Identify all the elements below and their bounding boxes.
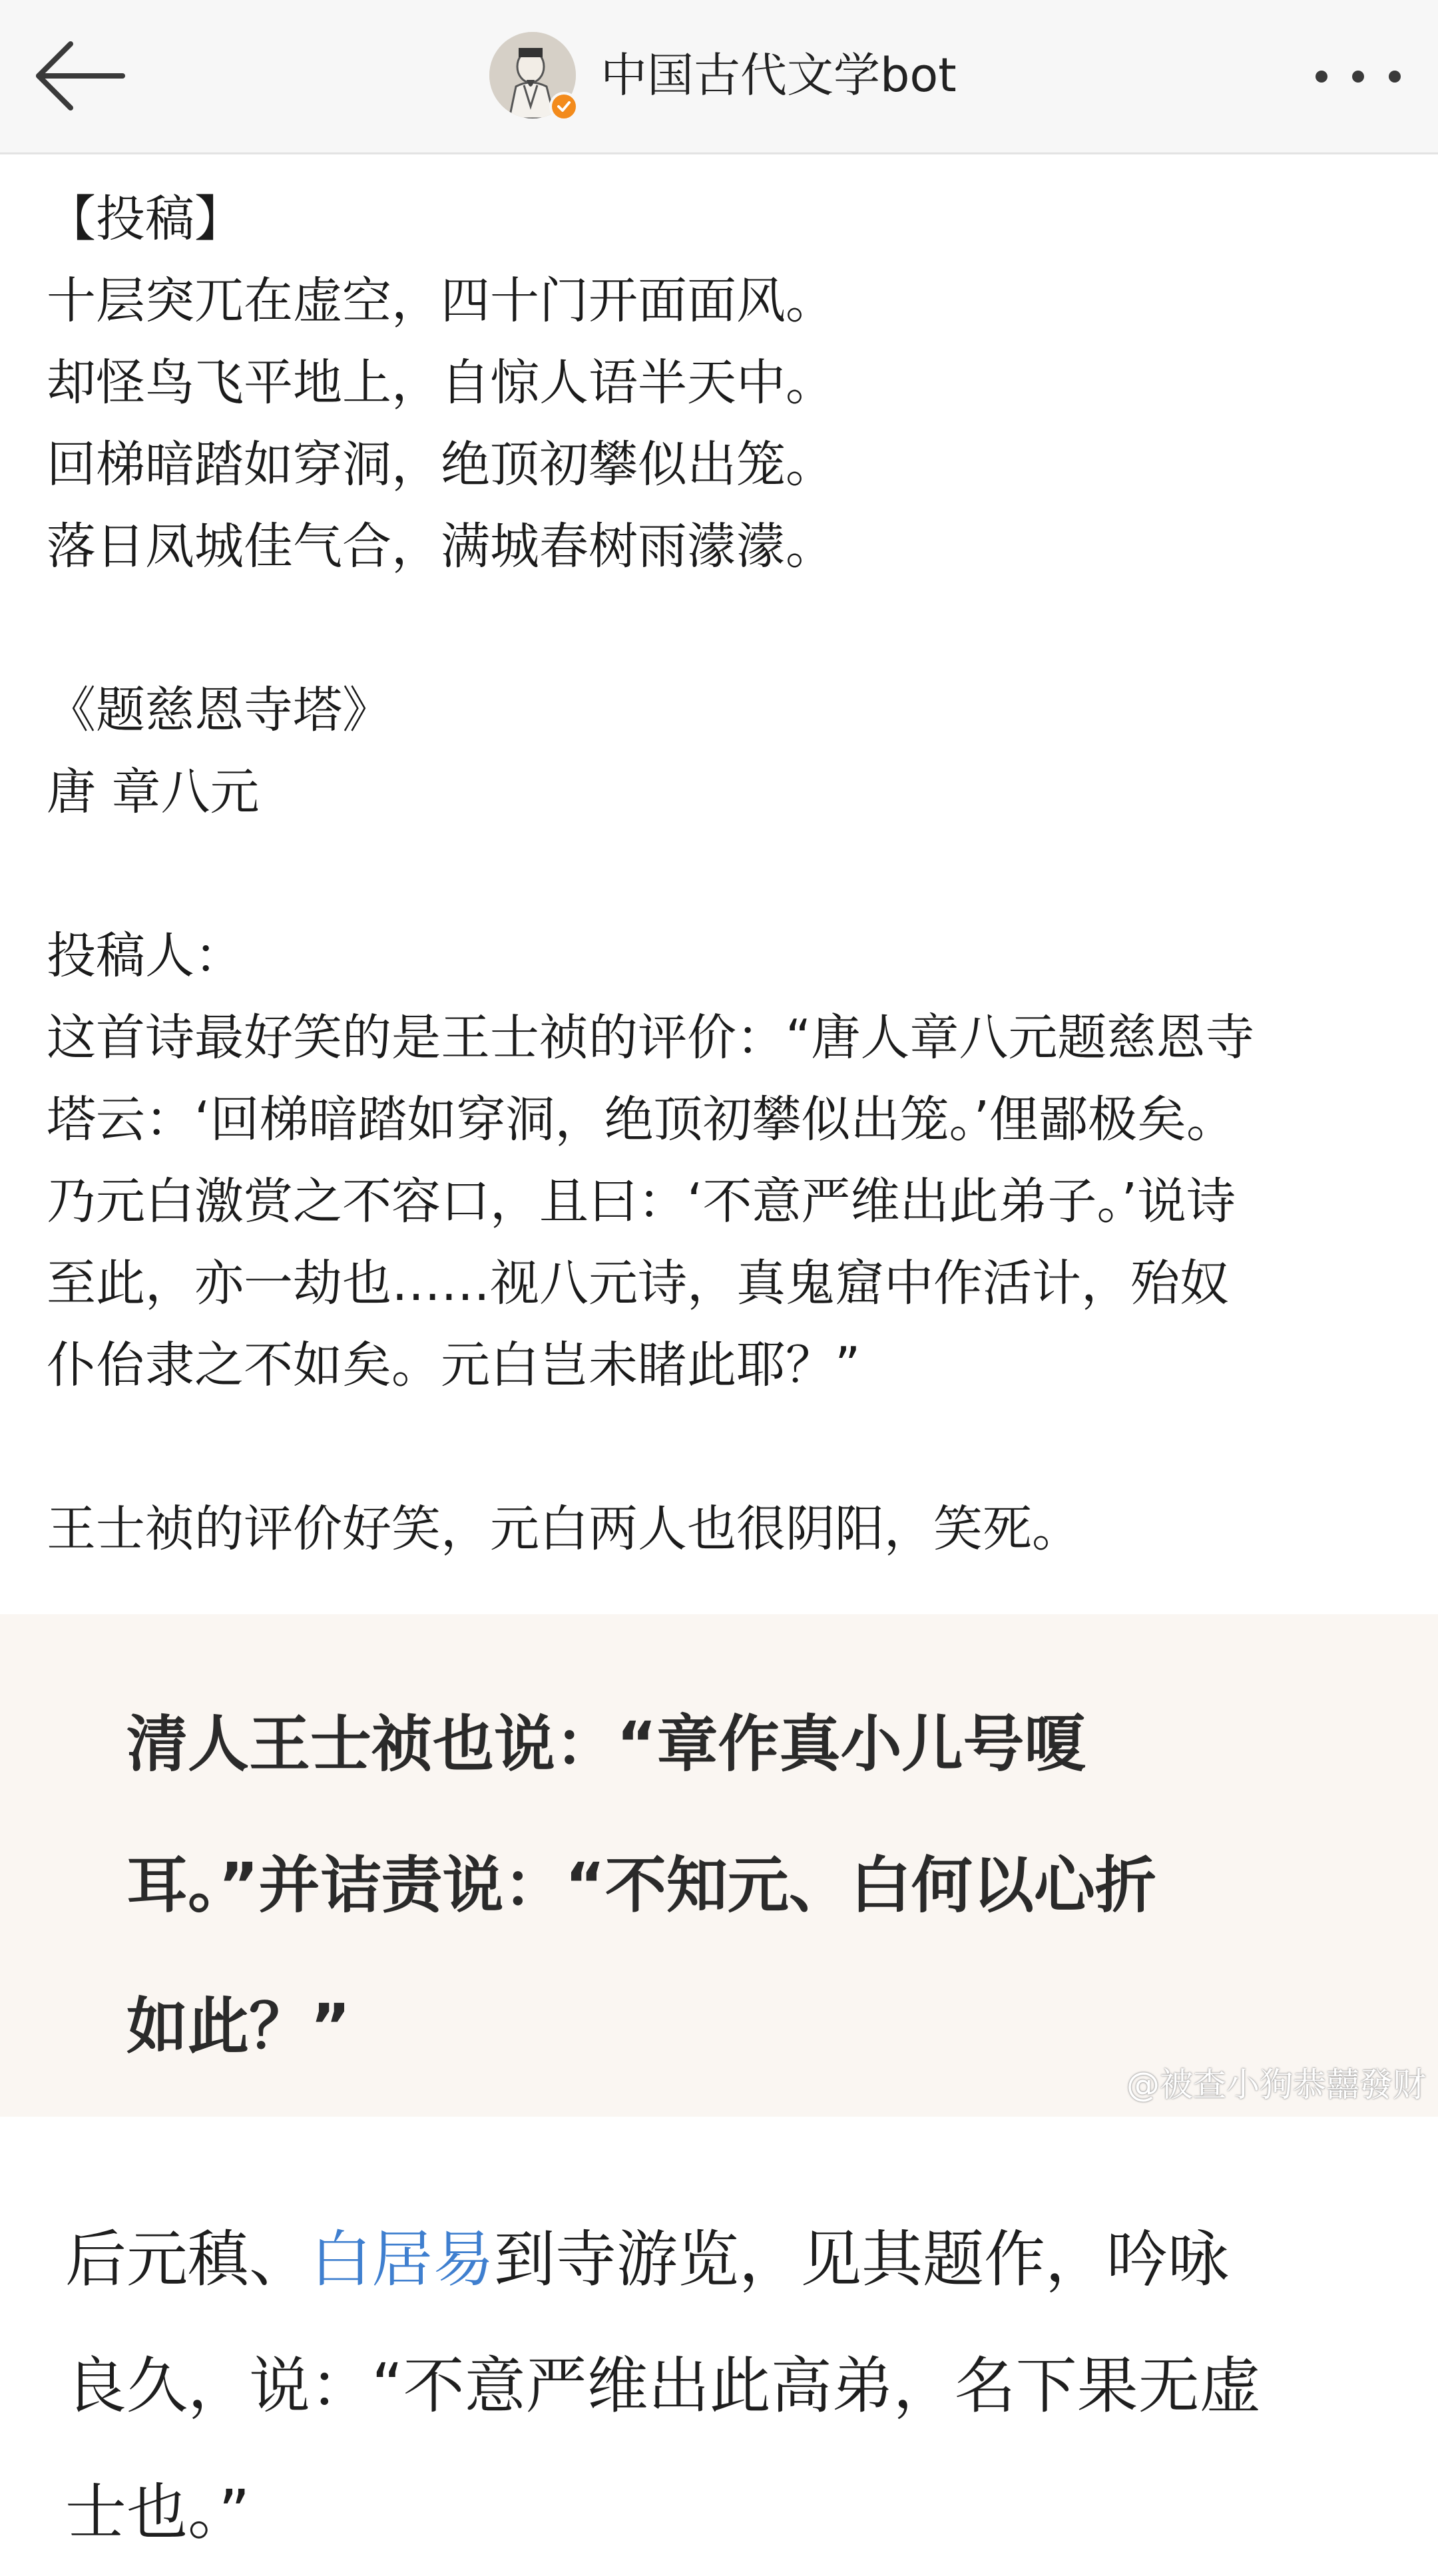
article-excerpt <box>65 2197 1410 2576</box>
quote-line: 如此？” <box>126 1991 351 2062</box>
quote-text <box>126 1674 1391 2097</box>
top-nav-bar <box>0 0 1438 154</box>
account-avatar[interactable] <box>489 32 576 118</box>
more-button[interactable] <box>1305 60 1411 93</box>
poem-title: 《题慈恩寺塔》 <box>47 682 391 739</box>
quote-line: 耳。”并诘责说：“不知元、白何以心折 <box>126 1850 1156 1921</box>
article-line <box>65 2197 1410 2323</box>
poem-line: 却怪鸟飞平地上，自惊人语半天中。 <box>47 354 835 411</box>
account-name[interactable]: 中国古代文学bot <box>600 48 957 103</box>
poem-author: 唐 章八元 <box>47 763 260 821</box>
article-text: 后元稹、 <box>65 2224 311 2295</box>
watermark: @被查小狗恭囍發财 <box>1126 2065 1426 2104</box>
bai-juyi-link[interactable]: 白居易 <box>310 2224 495 2295</box>
comment-line: 乃元白激赏之不容口，且曰：‘不意严维出此弟子。’说诗 <box>47 1173 1236 1230</box>
verified-badge <box>549 92 579 121</box>
spacer <box>47 588 1418 670</box>
quote-image[interactable] <box>0 1614 1438 2117</box>
poem-line: 十层突兀在虚空，四十门开面面风。 <box>47 272 835 329</box>
post-tag: 【投稿】 <box>47 190 244 248</box>
arrow-left-icon <box>29 36 129 116</box>
spacer <box>47 1406 1418 1488</box>
comment-line: 塔云：‘回梯暗踏如穿洞，绝顶初攀似出笼。’俚鄙极矣。 <box>47 1091 1236 1148</box>
comment-line: 仆佁隶之不如矣。元白岂未睹此耶？” <box>47 1337 861 1394</box>
check-icon <box>555 98 573 115</box>
more-dots-icon <box>1305 60 1411 93</box>
back-button[interactable] <box>29 36 129 116</box>
poem-line: 回梯暗踏如穿洞，绝顶初攀似出笼。 <box>47 436 835 493</box>
spacer <box>47 833 1418 915</box>
comment-line: 这首诗最好笑的是王士祯的评价：“唐人章八元题慈恩寺 <box>47 1009 1255 1066</box>
post-content <box>47 178 1418 1570</box>
contributor-label: 投稿人： <box>47 927 244 984</box>
comment-line: 至此，亦一劫也……视八元诗，真鬼窟中作活计，殆奴 <box>47 1255 1229 1312</box>
article-line: 士也。” <box>65 2477 250 2548</box>
article-line: 良久，说：“不意严维出此高弟，名下果无虚 <box>65 2350 1261 2422</box>
article-text: 到寺游览，见其题作，吟咏 <box>494 2224 1230 2295</box>
poem-line: 落日凤城佳气合，满城春树雨濛濛。 <box>47 518 835 575</box>
quote-line: 清人王士祯也说：“章作真小儿号嗄 <box>126 1709 1086 1780</box>
closing-comment: 王士祯的评价好笑，元白两人也很阴阳，笑死。 <box>47 1500 1081 1558</box>
